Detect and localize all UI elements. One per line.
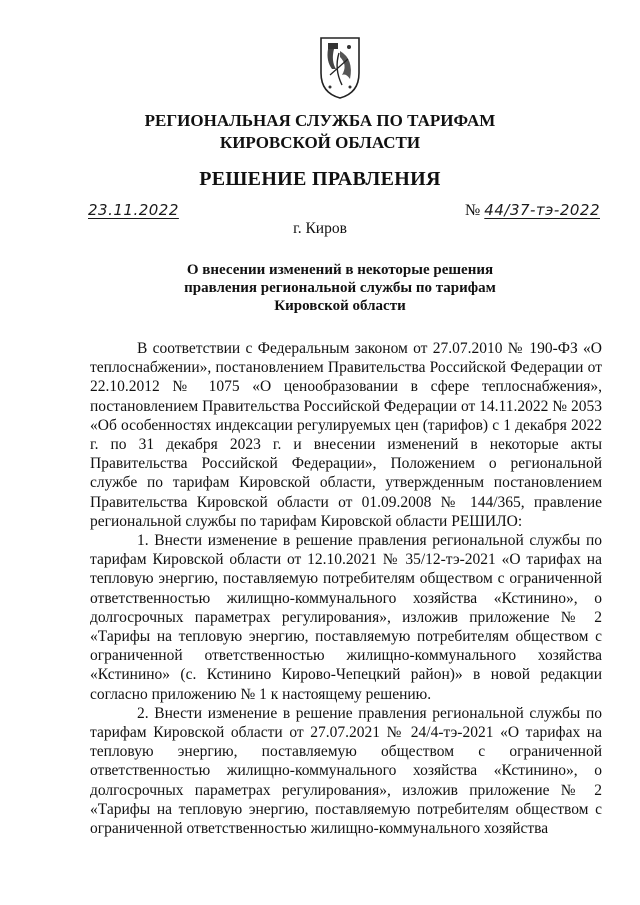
handwritten-number: 44/37-тэ-2022 <box>484 201 600 219</box>
org-line-2: КИРОВСКОЙ ОБЛАСТИ <box>219 133 421 152</box>
item-2-paragraph: 2. Внести изменение в решение правления региональной службы по тарифам Кировской области от 27.07.2021 № 24/4-тэ-2021 «О тарифах на тепловую энергию, поставляемую обществом с ограниченной ответственностью жилищно-коммунального хозяйства «Кстинино», о долгосрочных параметрах регулирования», изложив приложение № 2 «Тарифы на тепловую энергию, поставляемую потребителям обществом с ограниченной ответственностью жилищно-коммунального хозяйства <box>90 704 602 838</box>
document-body <box>90 339 602 838</box>
decision-number <box>465 201 600 220</box>
handwritten-date: 23.11.2022 <box>88 201 179 219</box>
coat-of-arms-icon <box>318 35 362 100</box>
subject-line-1: О внесении изменений в некоторые решения <box>186 262 494 278</box>
preamble-paragraph: В соответствии с Федеральным законом от 27.07.2010 № 190-ФЗ «О теплоснабжении», постановлением Правительства Российской Федерации от 22.10.2012 № 1075 «О ценообразовании в сфере теплоснабжения», постановлением Правительства Российской Федерации от 14.11.2022 № 2053 «Об особенностях индексации регулируемых цен (тарифов) с 1 декабря 2022 г. по 31 декабря 2023 г. и внесении изменений в некоторые акты Правительства Российской Федерации», Положением о региональной службе по тарифам Кировской области, утвержденным постановлением Правительства Кировской области от 01.09.2008 № 144/365, правление региональной службы по тарифам Кировской области РЕШИЛО: <box>90 340 602 530</box>
org-line-1: РЕГИОНАЛЬНАЯ СЛУЖБА ПО ТАРИФАМ <box>144 111 496 130</box>
subject-line-2: правления региональной службы по тарифам <box>184 280 496 296</box>
number-prefix: № <box>465 202 481 219</box>
document-subject <box>160 261 520 315</box>
subject-line-3: Кировской области <box>274 298 406 314</box>
organization-name <box>0 110 640 154</box>
city: г. Киров <box>293 220 347 237</box>
document-type-title: РЕШЕНИЕ ПРАВЛЕНИЯ <box>199 168 441 190</box>
item-1-paragraph: 1. Внести изменение в решение правления региональной службы по тарифам Кировской области от 12.10.2021 № 35/12-тэ-2021 «О тарифах на тепловую энергию, поставляемую потребителям обществом с ограниченной ответственностью жилищно-коммунального хозяйства «Кстинино», о долгосрочных параметрах регулирования», изложив приложение № 2 «Тарифы на тепловую энергию, поставляемую потребителям обществом с ограниченной ответственностью жилищно-коммунального хозяйства «Кстинино» (с. Кстинино Кирово-Чепецкий район)» в новой редакции согласно приложению № 1 к настоящему решению. <box>90 532 602 703</box>
decision-date <box>88 201 179 220</box>
